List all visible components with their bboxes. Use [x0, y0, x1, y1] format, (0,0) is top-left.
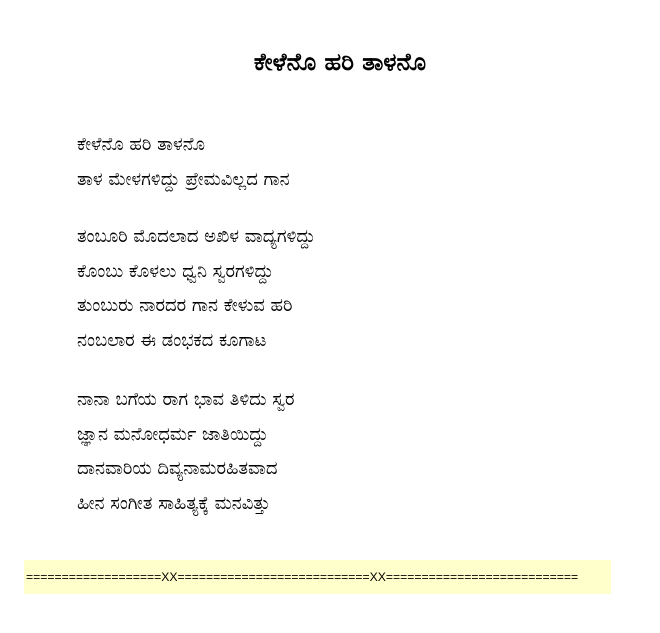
lyric-line: ನಾನಾ ಬಗೆಯ ರಾಗ ಭಾವ ತಿಳಿದು ಸ್ವರ [77, 389, 295, 410]
song-title: ಕೇಳೆನೊ ಹರಿ ತಾಳನೊ [253, 48, 427, 76]
stanza-2 [77, 220, 315, 358]
stanza-1 [77, 128, 290, 197]
lyric-line: ತಾಳ ಮೇಳಗಳಿದ್ದು ಪ್ರೇಮವಿಲ್ಲದ ಗಾನ [77, 168, 290, 190]
lyric-line: ತಂಬೂರಿ ಮೊದಲಾದ ಅಖಿಳ ವಾದ್ಯಗಳಿದ್ದು [77, 226, 316, 247]
lyric-line: ಹೀನ ಸಂಗೀತ ಸಾಹಿತ್ಯಕ್ಕೆ ಮನವಿತ್ತು [77, 492, 271, 514]
stanza-3 [77, 383, 295, 521]
lyric-line: ಕೊಂಬು ಕೊಳಲು ಧ್ವನಿ ಸ್ವರಗಳಿದ್ದು [77, 260, 274, 282]
lyric-line: ಕೇಳೆನೊ ಹರಿ ತಾಳನೊ [77, 134, 206, 155]
lyric-line: ಜ್ಞಾನ ಮನೋಧರ್ಮ ಜಾತಿಯಿದ್ದು [77, 423, 269, 445]
lyric-line: ತುಂಬುರು ನಾರದರ ಗಾನ ಕೇಳುವ ಹರಿ [77, 295, 293, 316]
separator-text: ===================XX===========================XX=========================== [26, 570, 579, 584]
lyric-line: ನಂಬಲಾರ ಈ ಡಂಭಕದ ಕೂಗಾಟ [77, 329, 267, 351]
lyric-line: ದಾನವಾರಿಯ ದಿವ್ಯನಾಮರಹಿತವಾದ [77, 458, 278, 479]
separator-bar [24, 560, 611, 594]
